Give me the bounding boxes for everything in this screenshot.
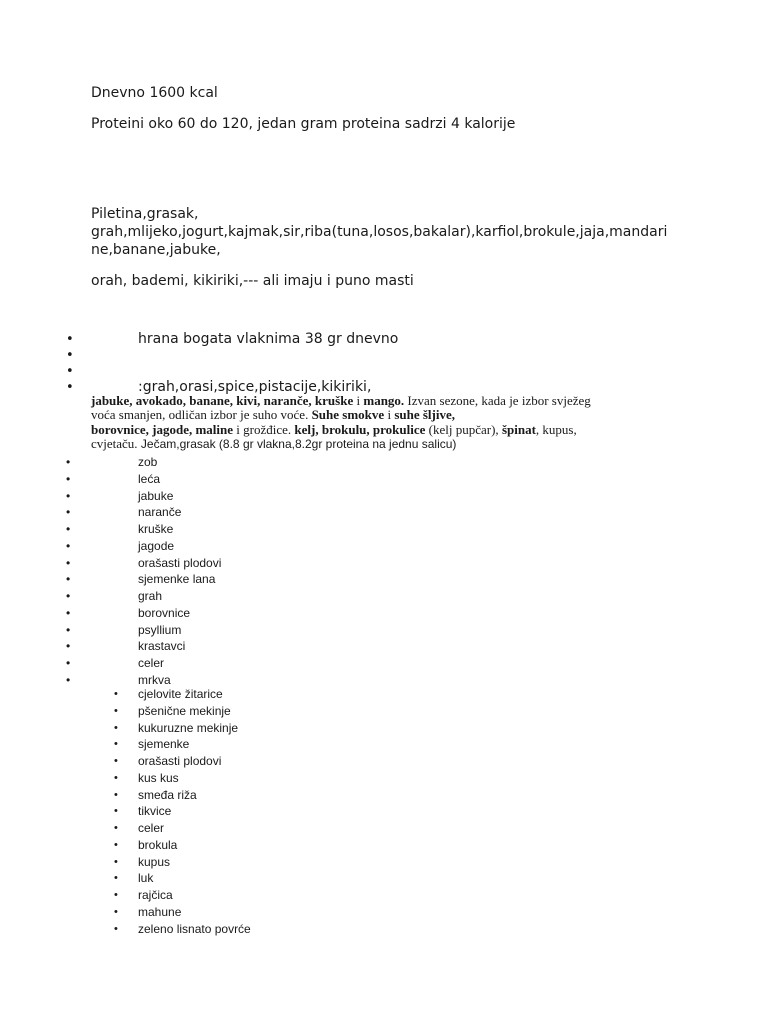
bullet-icon: • (114, 788, 118, 801)
bold-mango: mango. (363, 393, 405, 408)
bullet-icon: • (114, 755, 118, 767)
bullet-icon: • (66, 380, 74, 395)
bullet-icon: • (66, 471, 71, 486)
calorie-heading: Dnevno 1600 kcal (91, 85, 218, 101)
list-item-label: krastavci (138, 639, 186, 654)
bullet-icon: • (66, 656, 71, 670)
raisins-text: i grožđice. (233, 421, 295, 437)
bold-greens: kelj, brokulu, prokulice (294, 421, 426, 437)
fiber-rich-paragraph (91, 394, 691, 452)
bullet-icon: • (114, 721, 118, 734)
bullet-icon: • (114, 922, 118, 935)
list-item-label: zob (138, 455, 158, 469)
paren-text: (kelj pupčar), (425, 421, 502, 437)
list-item-label: tikvice (138, 804, 172, 819)
list-item-label: borovnice (138, 605, 191, 620)
conj-text: i (384, 407, 395, 423)
fiber-sources-text: :grah,orasi,spice,pistacije,kikiriki, (138, 379, 372, 395)
bullet-icon: • (66, 488, 71, 503)
bullet-icon: • (66, 639, 71, 654)
list-item-label: kus kus (138, 770, 179, 785)
list-item-label: sjemenke (138, 737, 190, 752)
bullet-icon: • (66, 348, 74, 363)
cabbage-text: , kupus, (535, 421, 577, 437)
list-item-label: rajčica (138, 888, 173, 902)
list-item-label: mrkva (138, 672, 171, 687)
list-item-label: celer (138, 821, 165, 835)
fiber-bullet-text: hrana bogata vlaknima 38 gr dnevno (138, 331, 399, 347)
bullet-icon: • (66, 505, 71, 520)
list-item-label: celer (138, 656, 165, 670)
bullet-icon: • (114, 889, 118, 901)
foods-line-1: Piletina,grasak, (91, 206, 199, 222)
bullet-icon: • (114, 738, 118, 751)
list-item-label: jabuke (138, 488, 174, 503)
bullet-icon: • (66, 622, 71, 637)
season-text: Izvan sezone, kada je izbor svježeg (404, 393, 591, 408)
bold-fruits: jabuke, avokado, banane, kivi, naranče, kruške (91, 393, 354, 408)
bullet-icon: • (66, 672, 71, 687)
bullet-icon: • (66, 455, 71, 469)
list-item-label: orašasti plodovi (138, 754, 222, 768)
list-item-label: psyllium (138, 622, 182, 637)
bullet-icon: • (66, 555, 71, 570)
list-item-label: kupus (138, 854, 171, 869)
list-item-label: naranče (138, 505, 182, 520)
bold-berries: borovnice, jagode, maline (91, 421, 234, 437)
bold-plums: suhe šljive, (394, 407, 455, 423)
protein-heading: Proteini oko 60 do 120, jedan gram proteina sadrzi 4 kalorije (91, 116, 516, 132)
rich-line-2 (91, 408, 691, 422)
list-item-label: kruške (138, 522, 174, 536)
list-item-label: sjemenke lana (138, 572, 216, 587)
bullet-icon: • (114, 905, 118, 918)
bullet-icon: • (114, 688, 118, 700)
bullet-icon: • (114, 704, 118, 717)
rich-line-1 (91, 394, 691, 408)
list-item-label: luk (138, 871, 154, 886)
list-item-label: smeđa riža (138, 787, 197, 802)
dried-fruit-text: voća smanjen, odličan izbor je suho voće. (91, 407, 309, 423)
list-item-label: zeleno lisnato povrće (138, 921, 251, 936)
nuts-line: orah, bademi, kikiriki,--- ali imaju i puno masti (91, 273, 414, 289)
barley-text: Ječam,grasak (8.8 gr vlakna,8.2gr proteina na jednu salicu) (137, 437, 457, 452)
list-item-label: mahune (138, 904, 182, 919)
bullet-icon: • (114, 771, 118, 784)
bullet-icon: • (66, 522, 71, 536)
bullet-icon: • (66, 332, 74, 347)
cauliflower-text: cvjetaču. (91, 436, 138, 452)
bullet-icon: • (66, 605, 71, 620)
bold-figs: Suhe smokve (308, 407, 385, 423)
bold-spinach: špinat (501, 421, 536, 437)
bullet-icon: • (114, 855, 118, 868)
list-item-label: kukuruzne mekinje (138, 720, 239, 735)
bullet-icon: • (114, 805, 118, 818)
bullet-icon: • (114, 838, 118, 851)
bullet-icon: • (66, 538, 71, 553)
list-item-label: leća (138, 471, 161, 486)
foods-line-2: grah,mlijeko,jogurt,kajmak,sir,riba(tuna,losos,bakalar),karfiol,brokule,jaja,mandari (91, 224, 668, 240)
list-item-label: pšenične mekinje (138, 703, 231, 718)
list-item-label: orašasti plodovi (138, 555, 222, 570)
bullet-icon: • (114, 822, 118, 834)
bullet-icon: • (66, 589, 71, 603)
list-item-label: cjelovite žitarice (138, 687, 223, 701)
bullet-icon: • (66, 364, 74, 379)
foods-line-3: ne,banane,jabuke, (91, 242, 221, 258)
conj-text: i (353, 393, 364, 408)
bullet-icon: • (114, 872, 118, 885)
bullet-icon: • (66, 572, 71, 587)
list-item-label: grah (138, 589, 163, 603)
rich-line-3 (91, 423, 691, 437)
list-item-label: brokula (138, 837, 178, 852)
rich-line-4 (91, 437, 691, 451)
list-item-label: jagode (138, 538, 175, 553)
